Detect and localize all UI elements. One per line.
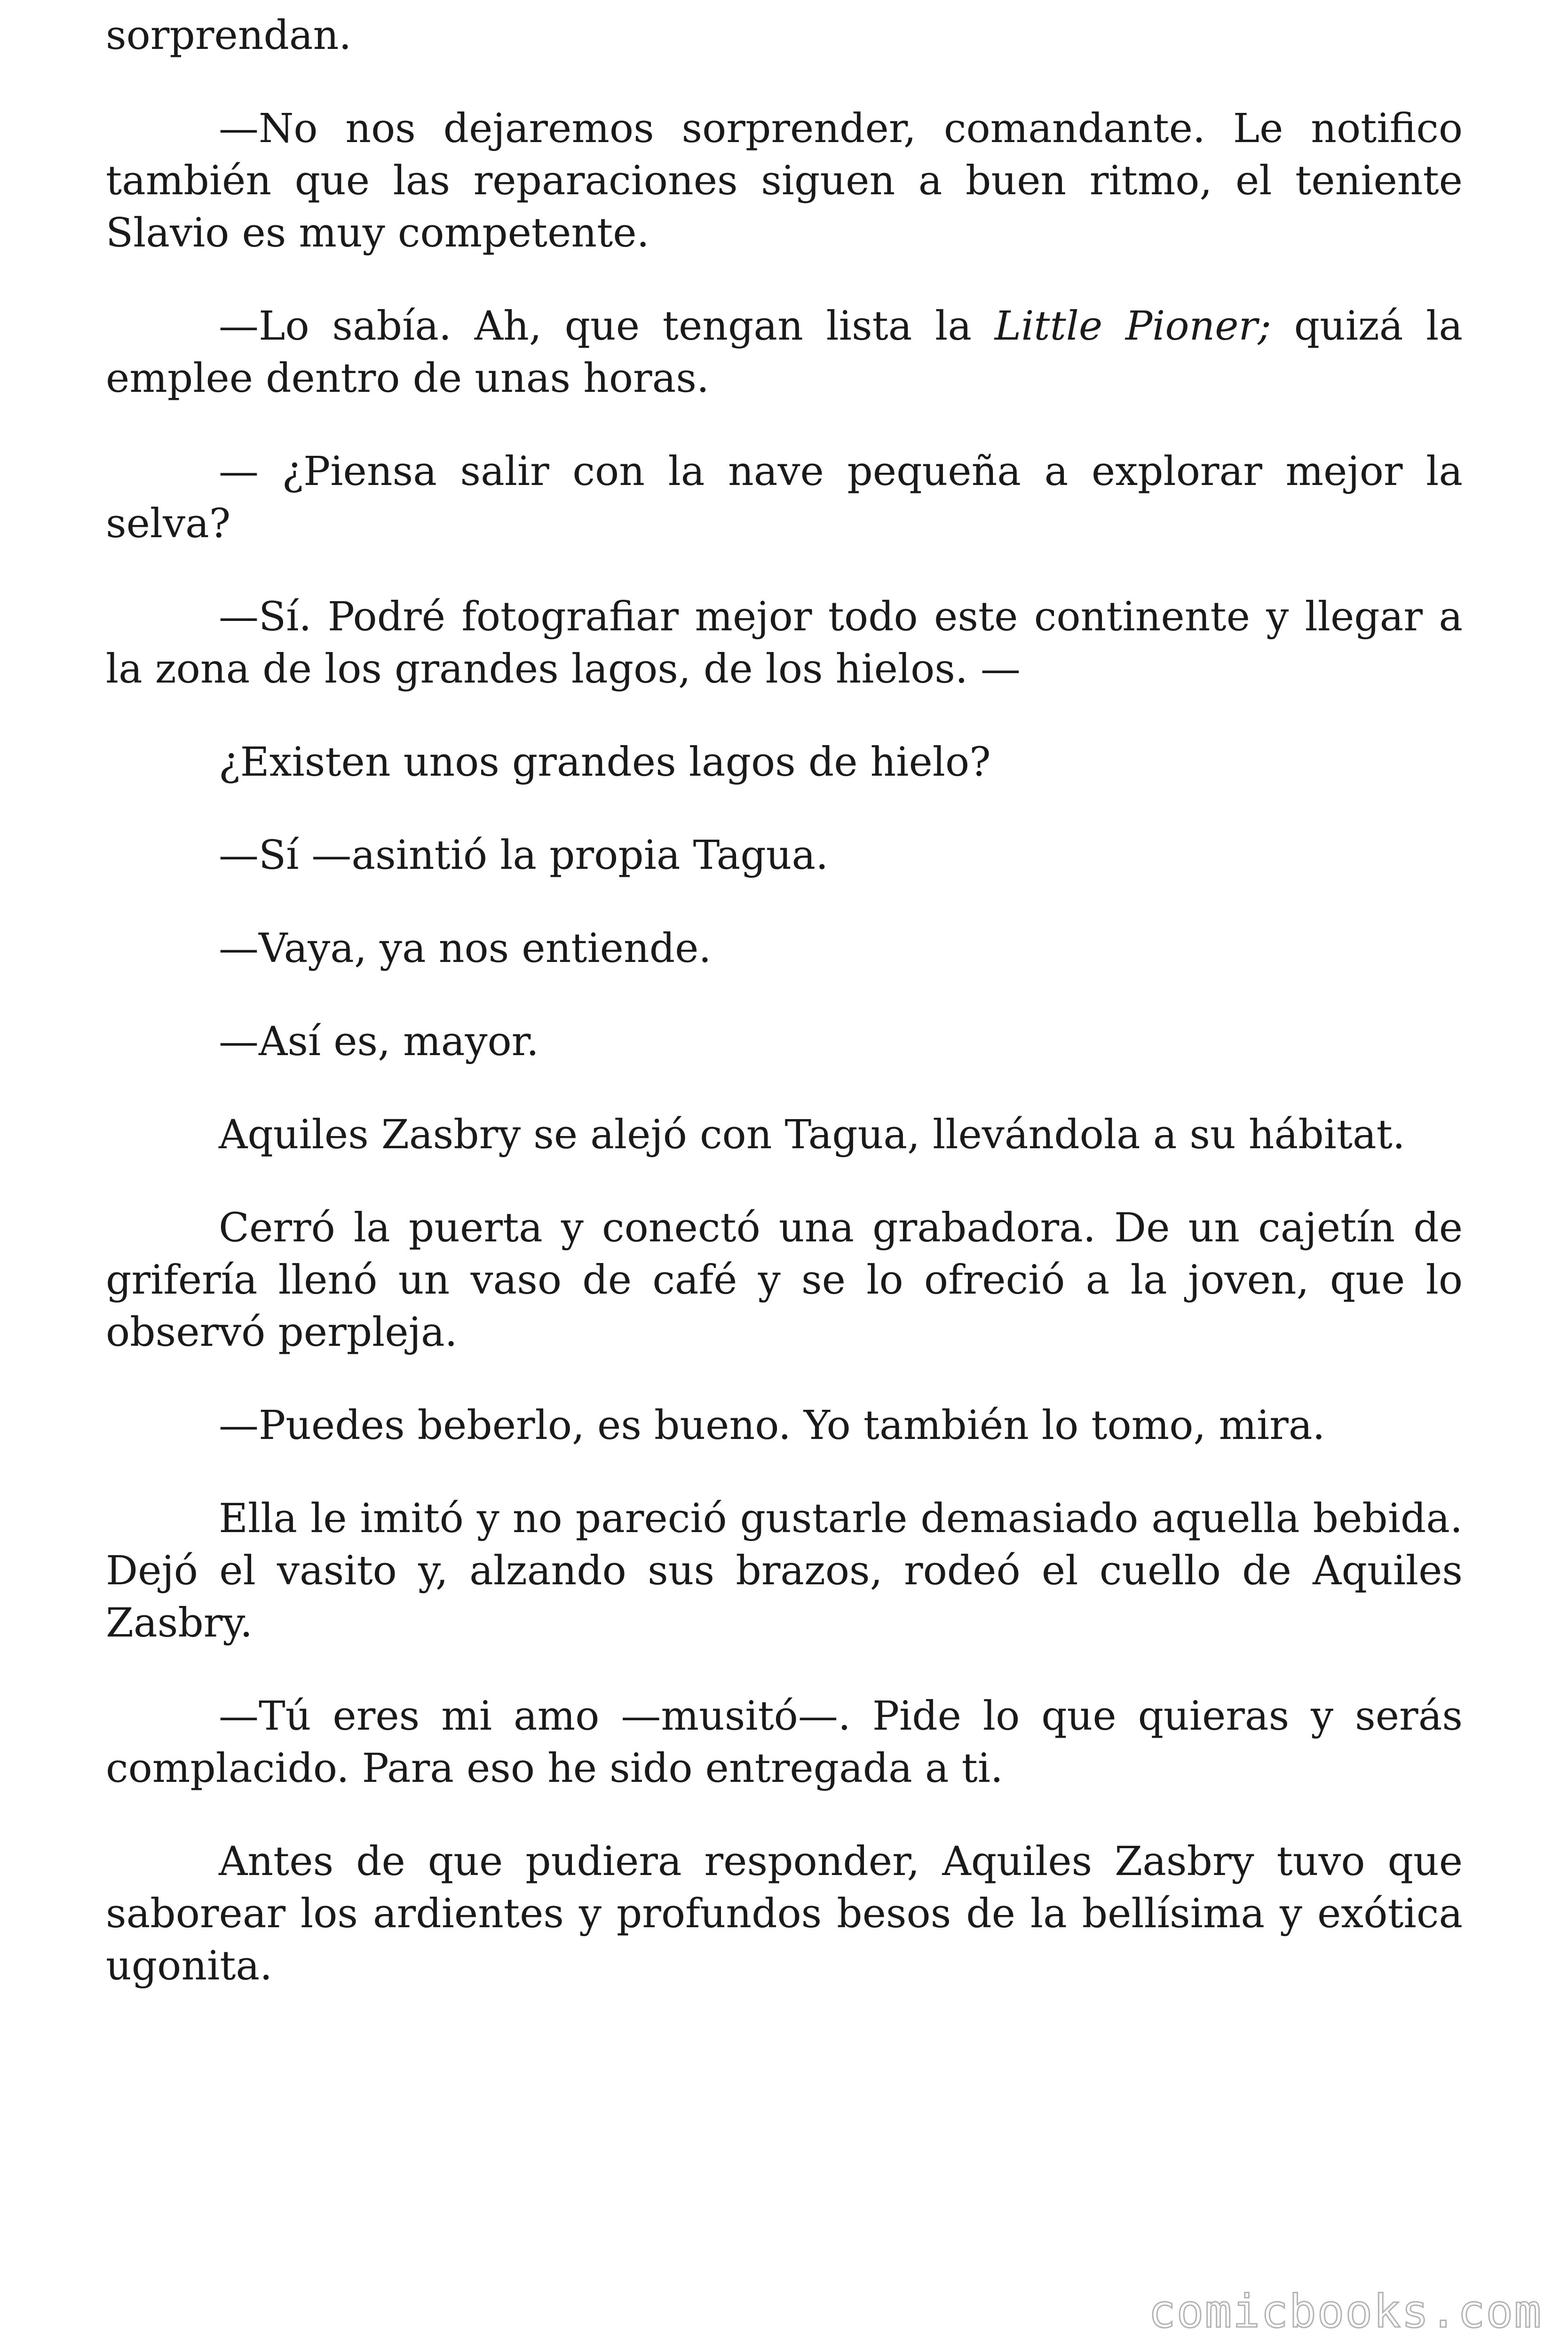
paragraph-4: — ¿Piensa salir con la nave pequeña a explorar mejor la selva? [106,448,1463,547]
watermark: comicbooks.com [1148,2285,1542,2338]
paragraph-7: —Sí —asintió la propia Tagua. [219,832,829,879]
paragraph-13: Ella le imitó y no pareció gustarle demasiado aquella bebida. Dejó el vasito y, alzando sus brazos, rodeó el cuello de Aquiles Zasbry. [106,1495,1463,1646]
paragraph-5: —Sí. Podré fotografiar mejor todo este continente y llegar a la zona de los grandes lagos, de los hielos. — [106,594,1463,692]
ship-name-italic: Little Pioner; [994,303,1271,350]
paragraph-11: Cerró la puerta y conectó una grabadora. De un cajetín de grifería llenó un vaso de café y se lo ofreció a la joven, que lo observó perpleja. [106,1205,1463,1356]
paragraph-1: sorprendan. [106,12,352,59]
paragraph-3 [106,300,1463,405]
paragraph-9: —Así es, mayor. [219,1018,539,1065]
paragraph-3-end: quizá la emplee dentro de unas horas. [106,303,1463,402]
paragraph-8: —Vaya, ya nos entiende. [219,925,712,972]
paragraph-10: Aquiles Zasbry se alejó con Tagua, llevándola a su hábitat. [219,1112,1405,1158]
paragraph-15: Antes de que pudiera responder, Aquiles Zasbry tuvo que saborear los ardientes y profundos besos de la bellísima y exótica ugonita. [106,1838,1463,1989]
paragraph-14: —Tú eres mi amo —musitó—. Pide lo que quieras y serás complacido. Para eso he sido entregada a ti. [106,1693,1463,1792]
paragraph-6: ¿Existen unos grandes lagos de hielo? [219,739,991,786]
paragraph-3-start: —Lo sabía. Ah, que tengan lista la [219,303,995,350]
paragraph-12: —Puedes beberlo, es bueno. Yo también lo tomo, mira. [219,1402,1325,1449]
paragraph-2: —No nos dejaremos sorprender, comandante. Le notifico también que las reparaciones siguen a buen ritmo, el teniente Slavio es muy competente. [106,105,1463,256]
page-body [106,9,1463,2033]
